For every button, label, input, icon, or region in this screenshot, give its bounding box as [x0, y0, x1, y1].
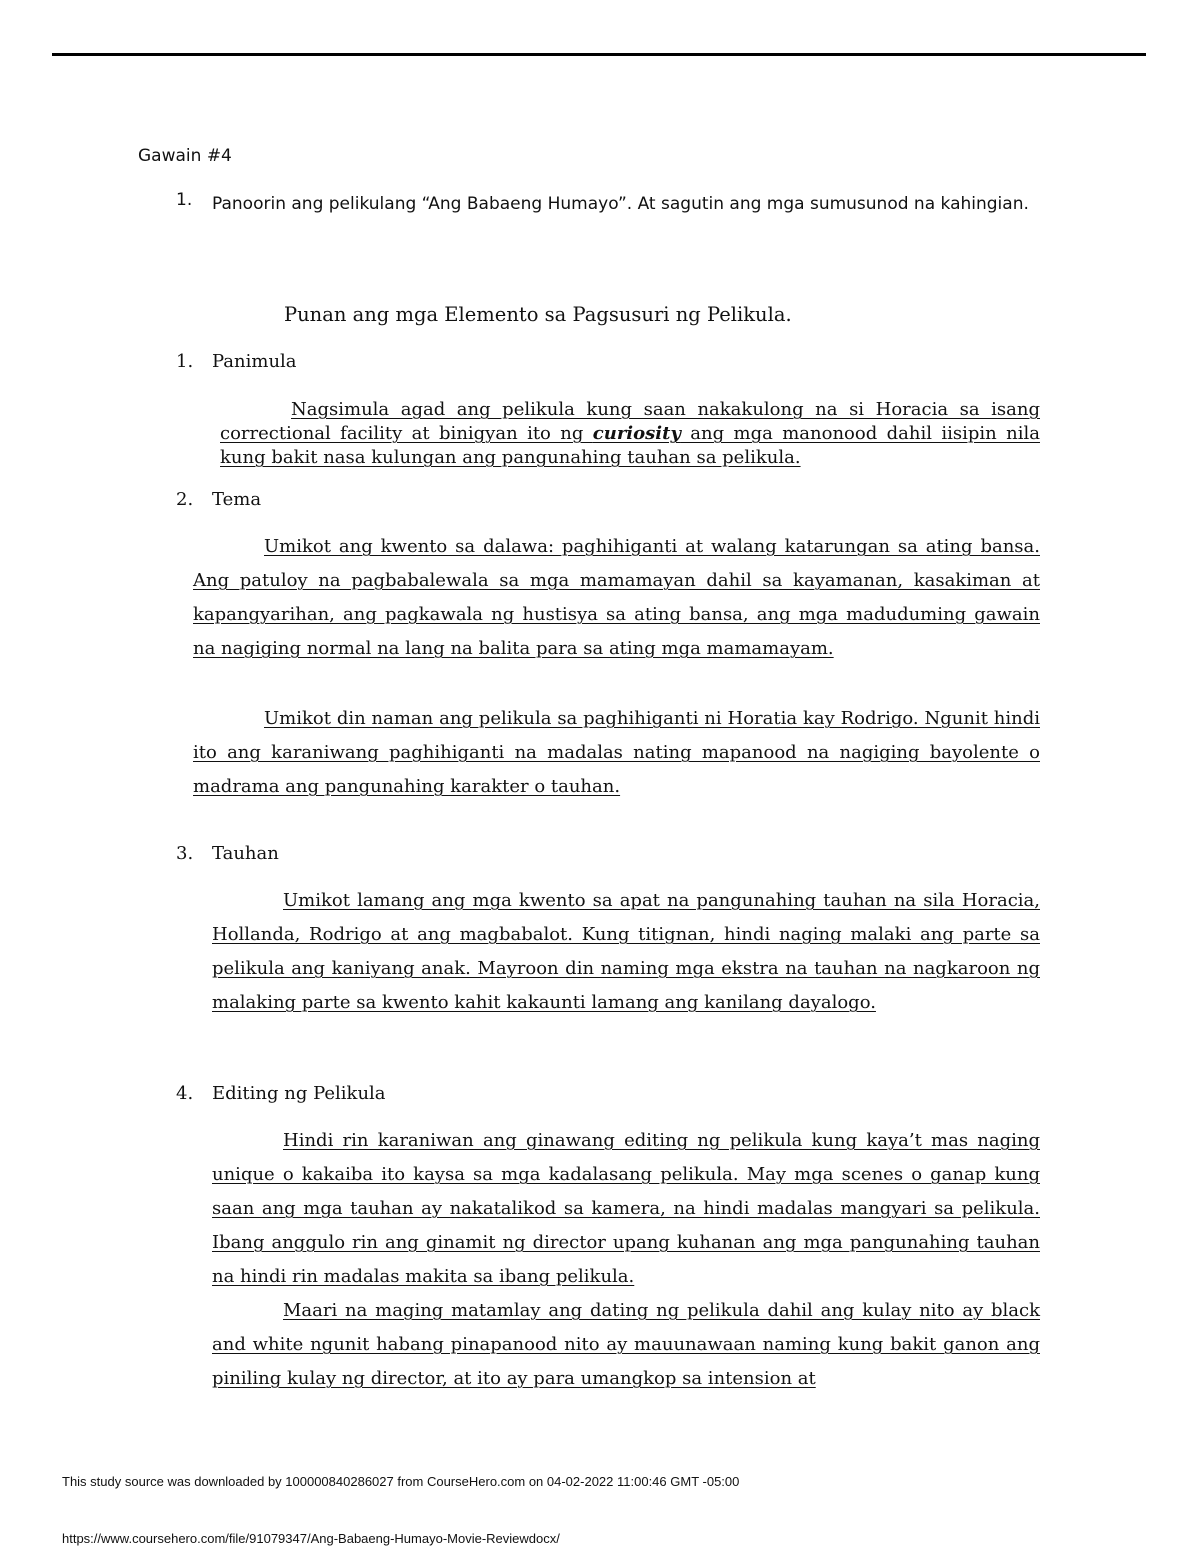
panimula-text-after: ang mga manonood dahil iisipin nila kung bakit nasa kulungan ang pangunahing tauhan sa pelikula. — [220, 423, 1040, 468]
editing-paragraph-2: Maari na maging matamlay ang dating ng pelikula dahil ang kulay nito ay black and white ngunit habang pinapanood nito ay mauunawaan naming kung bakit ganon ang piniling kulay ng director, at ito ay para umangkop sa intension at — [212, 1300, 1040, 1389]
panimula-emphasis: curiosity — [592, 423, 681, 444]
section-number: 4. — [176, 1083, 194, 1104]
top-horizontal-rule — [52, 53, 1146, 56]
worksheet-subtitle: Punan ang mga Elemento sa Pagsusuri ng Pelikula. — [284, 303, 792, 326]
intro-instruction-text: Panoorin ang pelikulang “Ang Babaeng Humayo”. At sagutin ang mga sumusunod na kahingian. — [212, 194, 1029, 214]
source-url[interactable]: https://www.coursehero.com/file/91079347/Ang-Babaeng-Humayo-Movie-Reviewdocx/ — [62, 1531, 560, 1546]
section-number: 2. — [176, 489, 194, 510]
tauhan-paragraph: Umikot lamang ang mga kwento sa apat na pangunahing tauhan na sila Horacia, Hollanda, Rodrigo at ang magbabalot. Kung titignan, hindi naging malaki ang parte sa pelikula ang kaniyang anak. Mayroon din naming mga ekstra na tauhan na nagkaroon ng malaking parte sa kwento kahit kakaunti lamang ang kanilang dayalogo. — [212, 890, 1040, 1013]
section-title-editing: Editing ng Pelikula — [212, 1083, 386, 1104]
panimula-text-before: Nagsimula agad ang pelikula kung saan nakakulong na si Horacia sa isang correctional facility at binigyan ito ng — [220, 399, 1040, 444]
download-source-notice: This study source was downloaded by 100000840286027 from CourseHero.com on 04-02-2022 11:00:46 GMT -05:00 — [62, 1474, 740, 1489]
assignment-heading: Gawain #4 — [138, 146, 232, 166]
tema-paragraph-1: Umikot ang kwento sa dalawa: paghihiganti at walang katarungan sa ating bansa. Ang patuloy na pagbabalewala sa mga mamamayan dahil sa kayamanan, kasakiman at kapangyarihan, ang pagkawala ng hustisya sa ating bansa, ang mga maduduming gawain na nagiging normal na lang na balita para sa ating mga mamamayam. — [193, 536, 1040, 659]
tema-paragraph-2: Umikot din naman ang pelikula sa paghihiganti ni Horatia kay Rodrigo. Ngunit hindi ito ang karaniwang paghihiganti na madalas nating mapanood na nagiging bayolente o madrama ang pangunahing karakter o tauhan. — [193, 708, 1040, 797]
section-title-tauhan: Tauhan — [212, 843, 279, 864]
intro-item-number: 1. — [176, 190, 193, 210]
section-title-panimula: Panimula — [212, 351, 297, 372]
section-title-tema: Tema — [212, 489, 262, 510]
editing-paragraph-1: Hindi rin karaniwan ang ginawang editing ng pelikula kung kaya’t mas naging unique o kakaiba ito kaysa sa mga kadalasang pelikula. May mga scenes o ganap kung saan ang mga tauhan ay nakatalikod sa kamera, na hindi madalas mangyari sa pelikula. Ibang anggulo rin ang ginamit ng director upang kuhanan ang mga pangunahing tauhan na hindi rin madalas makita sa ibang pelikula. — [212, 1130, 1040, 1287]
section-number: 3. — [176, 843, 194, 864]
section-number: 1. — [176, 351, 194, 372]
panimula-paragraph — [220, 398, 1040, 470]
